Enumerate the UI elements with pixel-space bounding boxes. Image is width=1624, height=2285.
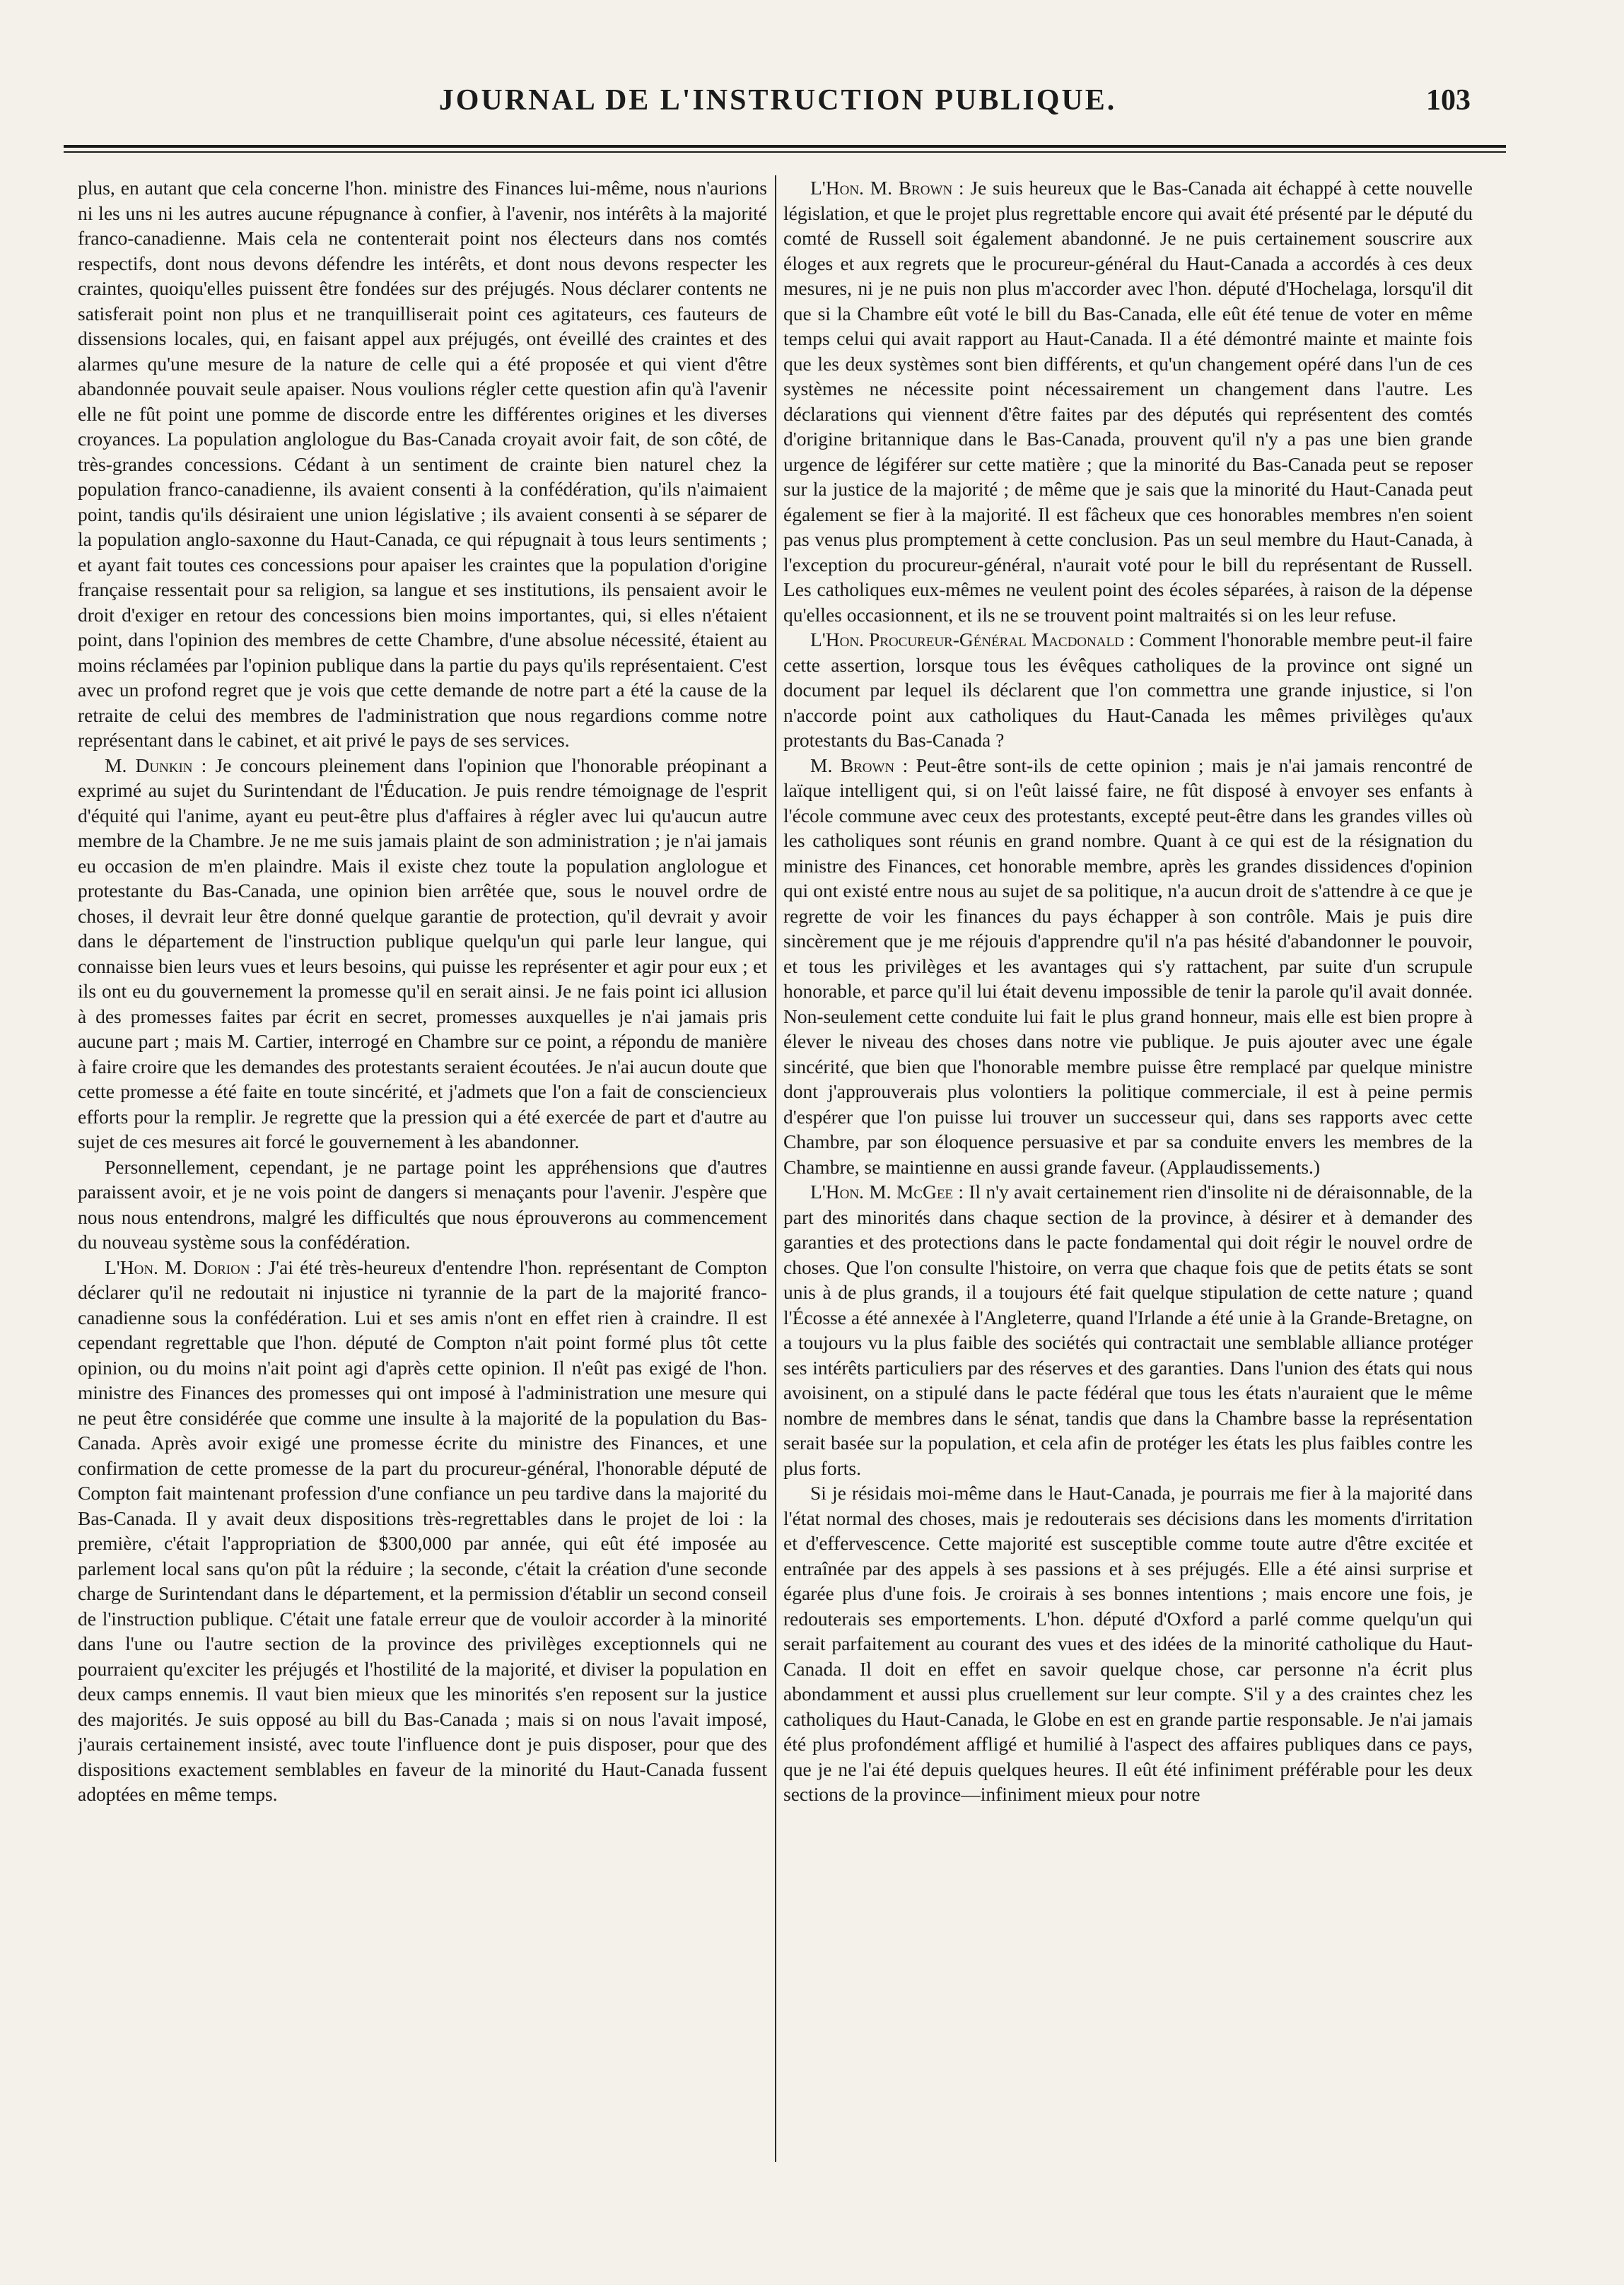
paragraph [783, 627, 1473, 753]
paragraph [78, 1155, 767, 1255]
paragraph [78, 753, 767, 1155]
paragraph-text: plus, en autant que cela concerne l'hon. ministre des Finances lui-même, nous n'aurions ni les uns ni les autres aucune répugnance à confier, à l'avenir, nos intérêts à la majorité franco-canadienne. Mais cela ne contenterait point nos électeurs dans nos comtés respectifs, dont nous devons défendre les intérêts, et dont nous devons respecter les craintes, quoiqu'elles puissent être fondées sur des préjugés. Nous déclarer contents ne satisferait point non plus et ne tranquilliserait point ces agitateurs, ces fauteurs de dissensions locales, qui, en faisant appel aux préjugés, ont éveillé des craintes et des alarmes qu'une mesure de la nature de celle qui a été proposée et qui vient d'être abandonnée pouvait seule apaiser. Nous voulions régler cette question afin qu'à l'avenir elle ne fût point une pomme de discorde entre les différentes origines et les diverses croyances. La population anglologue du Bas-Canada croyait avoir fait, de son côté, de très-grandes concessions. Cédant à un sentiment de crainte bien naturel chez la population franco-canadienne, ils avaient consenti à la confédération, qu'ils n'aimaient point, tandis qu'ils désiraient une union législative ; ils avaient consenti à se séparer de la population anglo-saxonne du Haut-Canada, ce qui répugnait à tous leurs sentiments ; et ayant fait toutes ces concessions pour apaiser les craintes que la population d'origine française ressentait pour sa religion, sa langue et ses institutions, ils pensaient avoir le droit d'exiger en retour des concessions bien moins importantes, qui, si elles n'étaient point, dans l'opinion des membres de cette Chambre, d'une absolue nécessité, étaient au moins réclamées par l'opinion publique dans la partie du pays qu'ils représentaient. C'est avec un profond regret que je vois que cette demande de notre part a été la cause de la retraite de celui des membres de l'administration que nous regardions comme notre représentant dans le cabinet, et ait privé le pays de ses services. [78, 177, 767, 751]
paragraph [78, 1255, 767, 1807]
speaker-name: L'Hon. M. McGee [810, 1181, 954, 1203]
paragraph-text: : J'ai été très-heureux d'entendre l'hon. représentant de Compton déclarer qu'il ne redoutait ni injustice ni tyrannie de la part de la majorité franco-canadienne sous la confédération. Lui et ses amis n'ont en effet rien à craindre. Il est cependant regrettable que l'hon. député de Compton n'ait point formé plus tôt cette opinion, ou du moins n'ait point agi d'après cette opinion. Il n'eût pas exigé de l'hon. ministre des Finances des promesses qui ont imposé à l'administration une mesure qui ne peut être considérée que comme une insulte à la majorité de la population du Bas-Canada. Après avoir exigé une promesse écrite du ministre des Finances, et une confirmation de cette promesse de la part du procureur-général, l'honorable député de Compton fait maintenant profession d'une confiance un peu tardive dans la majorité du Bas-Canada. Il y avait deux dispositions très-regrettables dans le projet de loi : la première, c'était l'appropriation de $300,000 par année, qui eût été imposée au parlement local sans qu'on pût la réduire ; la seconde, c'était la création d'une seconde charge de Surintendant dans le département, et la permission d'établir un second conseil de l'instruction publique. C'était une fatale erreur que de vouloir accorder à la minorité dans l'une ou l'autre section de la province des privilèges exceptionnels qui ne pourraient qu'exciter les préjugés et l'hostilité de la majorité, et diviser la population en deux camps ennemis. Il vaut bien mieux que les minorités s'en reposent sur la justice des majorités. Je suis opposé au bill du Bas-Canada ; mais si on nous l'avait imposé, j'aurais certainement insisté, avec toute l'influence dont je puis disposer, pour que des dispositions exactement semblables en faveur de la minorité du Haut-Canada fussent adoptées en même temps. [78, 1256, 767, 1805]
header-rule-thick [64, 145, 1506, 148]
paragraph-text: : Comment l'honorable membre peut-il faire cette assertion, lorsque tous les évêques catholiques de la province ont signé un document par lequel ils déclarent que l'on commettra une grande injustice, si l'on n'accorde point aux catholiques du Haut-Canada les mêmes privilèges qu'aux protestants du Bas-Canada ? [783, 629, 1473, 751]
page-header [85, 83, 1471, 126]
left-column [78, 175, 767, 2169]
page-number: 103 [1426, 84, 1471, 117]
paragraph-text: : Il n'y avait certainement rien d'insolite ni de déraisonnable, de la part des minorités dans chaque section de la province, à désirer et à demander des garanties et des protections dans le pacte fondamental qui doit régir le nouvel ordre de choses. Que l'on consulte l'histoire, on verra que chaque fois que de petits états se sont unis à de plus grands, il a toujours été fait quelque stipulation de cette nature ; quand l'Écosse a été annexée à l'Angleterre, quand l'Irlande a été unie à la Grande-Bretagne, on a toujours vu la plus faible des sociétés qui contractait une semblable alliance protéger ses intérêts particuliers par des réserves et des garanties. Dans l'union des états qui nous avoisinent, on a stipulé dans le pacte fédéral que tous les états n'auraient que le même nombre de membres dans le sénat, tandis que dans la Chambre basse la représentation serait basée sur la population, et cela afin de protéger les états les plus faibles contre les plus forts. [783, 1181, 1473, 1479]
speaker-name: L'Hon. M. Dorion [105, 1256, 250, 1278]
speaker-name: M. Brown [810, 754, 895, 776]
paragraph-text: : Je suis heureux que le Bas-Canada ait échappé à cette nouvelle législation, et que le projet plus regrettable encore qui avait été présenté par le député du comté de Russell soit également abandonné. Je ne puis certainement souscrire aux éloges et aux regrets que le procureur-général du Haut-Canada a accordés à ces deux mesures, ni je ne puis non plus m'accorder avec l'hon. député d'Hochelaga, lorsqu'il dit que si la Chambre eût voté le bill du Bas-Canada, elle eût été tenue de voter en même temps celui qui avait rapport au Haut-Canada. Il a été démontré mainte et mainte fois que les deux systèmes sont bien différents, et qu'un changement opéré dans l'un de ces systèmes ne nécessite point nécessairement un changement dans l'autre. Les déclarations qui viennent d'être faites par des députés qui représentent des comtés d'origine britannique dans le Bas-Canada, prouvent qu'il n'y a pas une bien grande urgence de légiférer sur cette matière ; que la minorité du Bas-Canada peut se reposer sur la justice de la majorité ; de même que je sais que la minorité du Haut-Canada peut également se fier à la majorité. Il est fâcheux que ces honorables membres n'en soient pas venus plus promptement à cette conclusion. Pas un seul membre du Haut-Canada, à l'exception du procureur-général, n'aurait voté pour le bill du représentant de Russell. Les catholiques eux-mêmes ne veulent point des écoles séparées, à raison de la dépense qu'elles occasionnent, et ils ne se trouvent point maltraités si on les leur refuse. [783, 177, 1473, 626]
column-divider [775, 175, 776, 2162]
paragraph [783, 1179, 1473, 1480]
speaker-name: M. Dunkin [105, 754, 193, 776]
paragraph-text: : Peut-être sont-ils de cette opinion ; mais je n'ai jamais rencontré de laïque intelligent qui, si on l'eût laissé faire, ne fût disposé à envoyer ses enfants à l'école commune avec ceux des protestants, excepté peut-être dans les grandes villes où les catholiques sont réunis en grand nombre. Quant à ce qui est de la résignation du ministre des Finances, cet honorable membre, après les grandes dissidences d'opinion qui ont existé entre nous au sujet de sa politique, n'a aucun droit de s'attendre à ce que je regrette de voir les finances du pays échapper à son contrôle. Mais je puis dire sincèrement que je me réjouis d'apprendre qu'il n'a pas hésité d'abandonner le pouvoir, et tous les privilèges et les avantages qui s'y rattachent, par suite d'un scrupule honorable, et parce qu'il lui était devenu impossible de tenir la parole qu'il avait donnée. Non-seulement cette conduite lui fait le plus grand honneur, mais elle est bien propre à élever le niveau des choses dans notre vie publique. Je puis ajouter avec une égale sincérité, que bien que l'honorable membre puisse être remplacé par quelque ministre dont j'approuverais plus volontiers la politique commerciale, il est à peine permis d'espérer que l'on puisse lui trouver un successeur qui, dans ses rapports avec cette Chambre, par son éloquence persuasive et par sa conduite envers les membres de la Chambre, se maintienne en aussi grande faveur. (Applaudissements.) [783, 754, 1473, 1178]
paragraph [783, 753, 1473, 1180]
speaker-name: L'Hon. M. Brown [810, 177, 953, 199]
right-column [783, 175, 1473, 2169]
paragraph-text: Si je résidais moi-même dans le Haut-Canada, je pourrais me fier à la majorité dans l'état normal des choses, mais je redouterais ses décisions dans les moments d'irritation et d'effervescence. Cette majorité est susceptible comme toute autre d'être excitée et entraînée par des appels à ses passions et à ses préjugés. Elle a été ainsi surprise et égarée plus d'une fois. Je croirais à ses bonnes intentions ; mais encore une fois, je redouterais ses emportements. L'hon. député d'Oxford a parlé comme quelqu'un qui serait parfaitement au courant des vues et des idées de la minorité catholique du Haut-Canada. Il doit en effet en savoir quelque chose, car personne n'a écrit plus abondamment et aussi plus cruellement sur leur compte. S'il y a des craintes chez les catholiques du Haut-Canada, le Globe en est en grande partie responsable. Je n'ai jamais été plus profondément affligé et humilié à l'aspect des affaires publiques dans ce pays, que je ne l'ai été depuis quelques heures. Il eût été infiniment préférable pour les deux sections de la province—infiniment mieux pour notre [783, 1482, 1473, 1805]
paragraph [78, 175, 767, 753]
paragraph-text: : Je concours pleinement dans l'opinion que l'honorable préopinant a exprimé au sujet du Surintendant de l'Éducation. Je puis rendre témoignage de l'esprit d'équité qui l'anime, ayant eu peut-être plus d'affaires à régler avec lui qu'aucun autre membre de la Chambre. Je ne me suis jamais plaint de son administration ; je n'ai jamais eu occasion de m'en plaindre. Mais il existe chez toute la population anglologue et protestante du Bas-Canada, une opinion bien arrêtée que, sous le nouvel ordre de choses, il devrait leur être donné quelque garantie de protection, qu'il devrait y avoir dans le département de l'instruction publique quelqu'un qui parle leur langue, qui connaisse bien leurs vues et leurs besoins, qui puisse les représenter et agir pour eux ; et ils ont eu du gouvernement la promesse qu'il en serait ainsi. Je ne fais point ici allusion à des promesses faites par écrit en secret, promesses auxquelles je n'ai jamais pris aucune part ; mais M. Cartier, interrogé en Chambre sur ce point, a répondu de manière à faire croire que les demandes des protestants seraient écoutées. Je n'ai aucun doute que cette promesse a été faite en toute sincérité, et j'admets que l'on a fait de consciencieux efforts pour la remplir. Je regrette que la pression qui a été exercée de part et d'autre au sujet de ces mesures ait forcé le gouvernement à les abandonner. [78, 754, 767, 1152]
running-title: JOURNAL DE L'INSTRUCTION PUBLIQUE. [438, 84, 1117, 117]
paragraph [783, 175, 1473, 627]
speaker-name: L'Hon. Procureur-Général Macdonald [810, 629, 1124, 650]
header-rule-thin [64, 151, 1506, 153]
paragraph-text: Personnellement, cependant, je ne partage point les appréhensions que d'autres paraissent avoir, et je ne vois point de dangers si menaçants pour l'avenir. J'espère que nous nous entendrons, malgré les difficultés que nous éprouverons au commencement du nouveau système sous la confédération. [78, 1155, 767, 1253]
paragraph [783, 1480, 1473, 1807]
